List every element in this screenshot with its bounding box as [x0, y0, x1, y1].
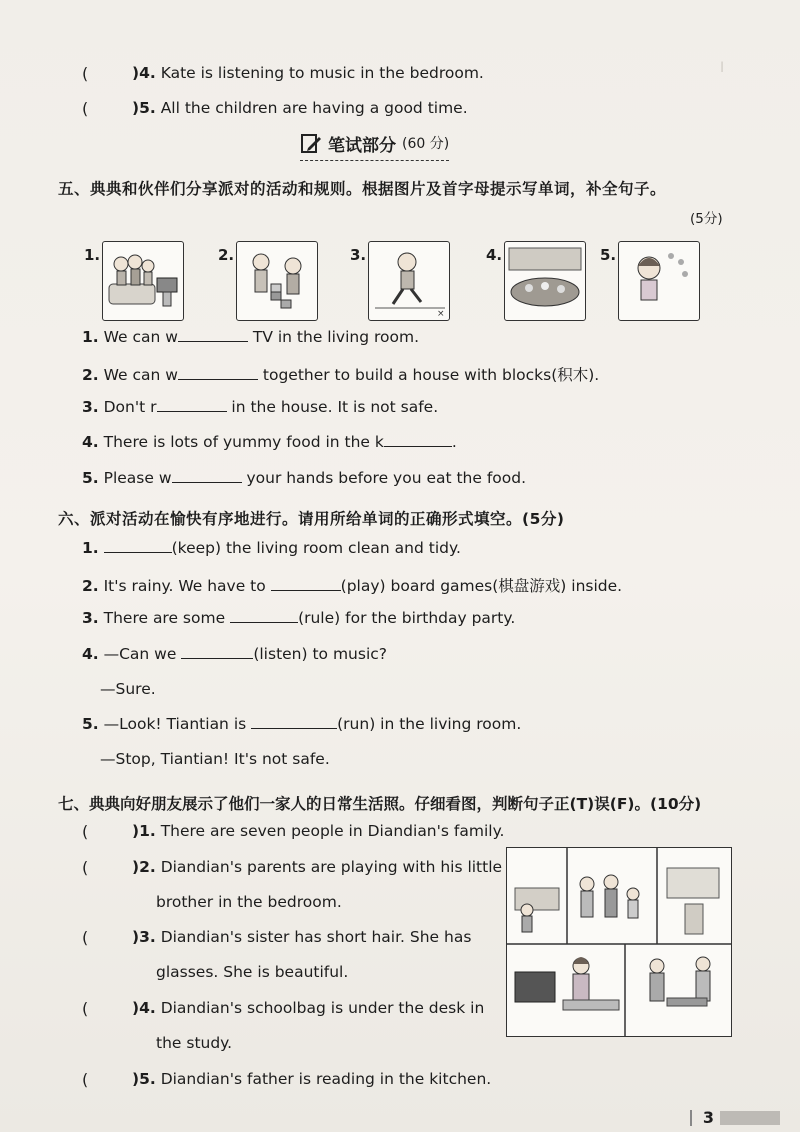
section6-reply-5: —Stop, Tiantian! It's not safe.: [100, 750, 330, 768]
listening-item-4: )4. Kate is listening to music in the bedroom.: [132, 64, 484, 82]
watch-tv-illustration: [103, 242, 183, 320]
section5-item-5: 5. Please w your hands before you eat the food.: [82, 469, 527, 487]
answer-blank[interactable]: [178, 340, 248, 342]
section5-item-4: 4. There is lots of yummy food in the k .: [82, 433, 457, 451]
answer-blank[interactable]: [271, 589, 341, 591]
answer-blank[interactable]: [157, 410, 227, 412]
answer-bracket[interactable]: (: [82, 858, 89, 877]
kitchen-food-illustration: [505, 242, 585, 320]
section7-item-2: )2. Diandian's parents are playing with his little: [132, 858, 503, 876]
page-number-divider: [690, 1110, 692, 1126]
section5-item-3: 3. Don't r in the house. It is not safe.: [82, 398, 439, 416]
section7-item-1: )1. There are seven people in Diandian's family.: [132, 822, 505, 840]
running-boy-illustration: [369, 242, 449, 320]
picture-running: [368, 241, 450, 321]
listening-item-5: )5. All the children are having a good time.: [132, 99, 468, 117]
answer-bracket[interactable]: (: [82, 999, 89, 1018]
picture-watching-tv: [102, 241, 184, 321]
pencil-note-icon: [300, 132, 322, 154]
section6-reply-4: —Sure.: [100, 680, 156, 698]
answer-blank[interactable]: [172, 481, 242, 483]
answer-blank[interactable]: [104, 551, 172, 553]
family-rooms-illustration: [507, 848, 731, 1036]
picture-number: 2.: [218, 246, 235, 264]
section6-item-1: 1. (keep) the living room clean and tidy.: [82, 539, 461, 557]
answer-blank[interactable]: [178, 378, 258, 380]
picture-number: 3.: [350, 246, 367, 264]
answer-blank[interactable]: [181, 657, 253, 659]
section5-item-1: 1. We can w TV in the living room.: [82, 328, 420, 346]
section7-item-3-cont: glasses. She is beautiful.: [156, 963, 349, 981]
picture-kitchen: [504, 241, 586, 321]
answer-bracket[interactable]: (: [82, 928, 89, 947]
section7-item-4-cont: the study.: [156, 1034, 233, 1052]
section6-heading: 六、派对活动在愉快有序地进行。请用所给单词的正确形式填空。(5分): [58, 510, 565, 528]
answer-bracket[interactable]: (: [82, 822, 89, 841]
picture-number: 4.: [486, 246, 503, 264]
picture-number: 5.: [600, 246, 617, 264]
section7-item-5: )5. Diandian's father is reading in the kitchen.: [132, 1070, 492, 1088]
section7-heading: 七、典典向好朋友展示了他们一家人的日常生活照。仔细看图，判断句子正(T)误(F)。(10分): [58, 795, 702, 813]
section6-item-4: 4. —Can we (listen) to music?: [82, 645, 388, 663]
family-comic-picture: [506, 847, 732, 1037]
written-part-title: 笔试部分 (60 分): [300, 128, 449, 161]
section7-item-2-cont: brother in the bedroom.: [156, 893, 342, 911]
answer-bracket[interactable]: (: [82, 1070, 89, 1089]
section5-score: (5分): [690, 211, 723, 227]
answer-blank[interactable]: [384, 445, 452, 447]
page-number: 3: [702, 1108, 714, 1127]
page-number-bar: [720, 1111, 780, 1125]
washing-hands-illustration: [619, 242, 699, 320]
section6-item-3: 3. There are some (rule) for the birthday party.: [82, 609, 516, 627]
answer-bracket[interactable]: (: [82, 99, 89, 118]
picture-number: 1.: [84, 246, 101, 264]
section7-item-4: )4. Diandian's schoolbag is under the desk in: [132, 999, 485, 1017]
blocks-illustration: [237, 242, 317, 320]
bleed-through-text: I: [720, 60, 725, 76]
section6-item-5: 5. —Look! Tiantian is (run) in the living room.: [82, 715, 522, 733]
answer-bracket[interactable]: (: [82, 64, 89, 83]
answer-blank[interactable]: [251, 727, 337, 729]
section6-item-2: 2. It's rainy. We have to (play) board games(棋盘游戏) inside.: [82, 577, 623, 595]
section5-heading: 五、典典和伙伴们分享派对的活动和规则。根据图片及首字母提示写单词，补全句子。: [58, 180, 667, 198]
section5-item-2: 2. We can w together to build a house with blocks(积木).: [82, 366, 600, 384]
picture-washing-hands: [618, 241, 700, 321]
svg-text:×: ×: [437, 309, 445, 319]
answer-blank[interactable]: [230, 621, 298, 623]
section7-item-3: )3. Diandian's sister has short hair. She has: [132, 928, 472, 946]
picture-working-together: [236, 241, 318, 321]
